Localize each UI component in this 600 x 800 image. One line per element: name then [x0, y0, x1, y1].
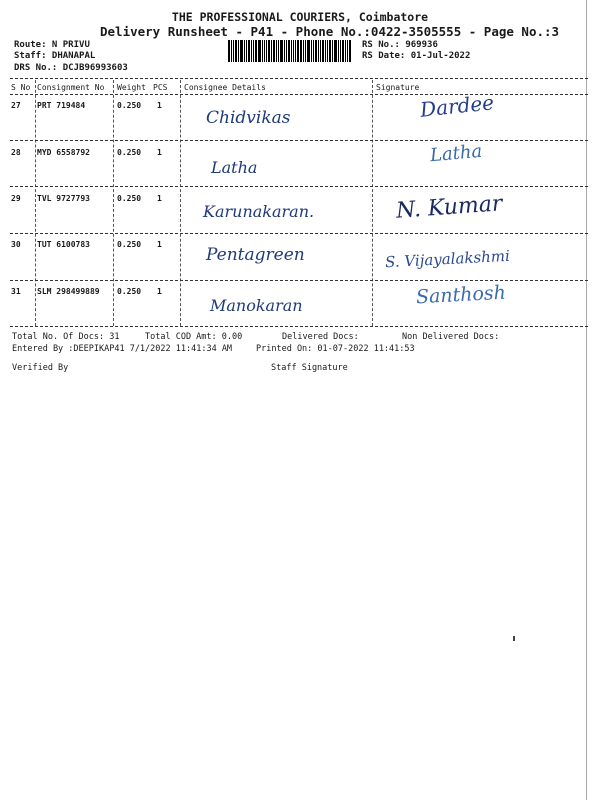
- staff-signature: Staff Signature: [271, 363, 348, 373]
- barcode-bar: [291, 40, 292, 62]
- barcode-bar: [311, 40, 312, 62]
- row-signature: S. Vijayalakshmi: [384, 246, 511, 272]
- barcode-bar: [278, 40, 279, 62]
- row-weight: 0.250: [117, 240, 142, 249]
- row-consignment: TUT 6100783: [37, 240, 90, 249]
- table-header-rule: [10, 94, 588, 95]
- row-consignment: TVL 9727793: [37, 194, 90, 203]
- barcode-bar: [258, 40, 261, 62]
- row-weight: 0.250: [117, 194, 142, 203]
- entered-by: Entered By :DEEPIKAP41 7/1/2022 11:41:34 AM: [12, 344, 233, 354]
- row-consignment: PRT 719484: [37, 101, 86, 110]
- col-divider: [113, 80, 114, 326]
- col-divider: [180, 80, 181, 326]
- row-consignee-handwritten: Manokaran: [210, 296, 303, 315]
- barcode-bar: [276, 40, 277, 62]
- row-weight: 0.250: [117, 287, 142, 296]
- barcode-bar: [264, 40, 265, 62]
- row-sno: 27: [11, 101, 21, 110]
- row-pcs: 1: [157, 101, 162, 110]
- col-header-consignment: Consignment No: [37, 83, 105, 92]
- row-signature: Dardee: [418, 90, 496, 122]
- barcode-bar: [313, 40, 314, 62]
- runsheet-subtitle: Delivery Runsheet - P41 - Phone No.:0422-3505555 - Page No.:3: [100, 24, 560, 39]
- barcode-bar: [347, 40, 348, 62]
- barcode-bar: [349, 40, 351, 62]
- row-divider: [10, 186, 588, 187]
- row-pcs: 1: [157, 194, 162, 203]
- barcode-bar: [293, 40, 294, 62]
- row-signature: Santhosh: [415, 281, 507, 309]
- delivered-docs: Delivered Docs:: [282, 332, 359, 342]
- row-sno: 28: [11, 148, 21, 157]
- barcode-bar: [251, 40, 252, 62]
- col-header-consignee: Consignee Details: [184, 83, 266, 92]
- row-weight: 0.250: [117, 148, 142, 157]
- verified-by: Verified By: [12, 363, 69, 373]
- barcode-bar: [244, 40, 245, 62]
- barcode-bar: [255, 40, 257, 62]
- barcode-bar: [342, 40, 344, 62]
- row-consignee-handwritten: Latha: [211, 158, 258, 177]
- barcode-bar: [253, 40, 254, 62]
- barcode: [228, 40, 353, 62]
- barcode-bar: [338, 40, 339, 62]
- company-title: THE PROFESSIONAL COURIERS, Coimbatore: [171, 10, 429, 24]
- barcode-bar: [332, 40, 333, 62]
- scan-speck: [513, 636, 515, 641]
- total-docs: Total No. Of Docs: 31: [12, 332, 120, 342]
- barcode-bar: [235, 40, 237, 62]
- row-sno: 30: [11, 240, 21, 249]
- barcode-bar: [238, 40, 239, 62]
- row-divider: [10, 140, 588, 141]
- barcode-bar: [228, 40, 230, 62]
- barcode-bar: [280, 40, 283, 62]
- row-consignee-handwritten: Karunakaran.: [203, 202, 315, 221]
- rs-date: RS Date: 01-Jul-2022: [362, 51, 471, 61]
- barcode-bar: [307, 40, 310, 62]
- row-consignment: SLM 298499889: [37, 287, 100, 296]
- barcode-bar: [329, 40, 331, 62]
- row-weight: 0.250: [117, 101, 142, 110]
- drs-number: DRS No.: DCJB96993603: [14, 63, 128, 73]
- staff-label: Staff: DHANAPAL: [14, 51, 96, 61]
- row-pcs: 1: [157, 240, 162, 249]
- barcode-bar: [334, 40, 337, 62]
- row-pcs: 1: [157, 148, 162, 157]
- barcode-bar: [288, 40, 290, 62]
- barcode-bar: [327, 40, 328, 62]
- barcode-bar: [286, 40, 287, 62]
- route-label: Route: N PRIVU: [14, 40, 90, 50]
- barcode-bar: [284, 40, 285, 62]
- barcode-bar: [303, 40, 304, 62]
- barcode-bar: [325, 40, 326, 62]
- barcode-bar: [345, 40, 346, 62]
- barcode-bar: [240, 40, 243, 62]
- row-pcs: 1: [157, 287, 162, 296]
- table-top-rule: [10, 78, 588, 79]
- rs-number: RS No.: 969936: [362, 40, 438, 50]
- barcode-bar: [297, 40, 299, 62]
- row-sno: 31: [11, 287, 21, 296]
- total-cod: Total COD Amt: 0.00: [145, 332, 243, 342]
- row-consignment: MYD 6558792: [37, 148, 90, 157]
- row-signature: Latha: [429, 140, 484, 167]
- barcode-bar: [246, 40, 247, 62]
- barcode-bar: [273, 40, 275, 62]
- row-sno: 29: [11, 194, 21, 203]
- row-consignee-handwritten: Pentagreen: [206, 245, 305, 265]
- row-signature: N. Kumar: [395, 191, 504, 224]
- barcode-bar: [322, 40, 324, 62]
- row-consignee-handwritten: Chidvikas: [206, 108, 291, 128]
- col-divider: [35, 80, 36, 326]
- barcode-bar: [340, 40, 341, 62]
- barcode-bar: [320, 40, 321, 62]
- barcode-bar: [305, 40, 306, 62]
- printed-on: Printed On: 01-07-2022 11:41:53: [256, 344, 415, 354]
- barcode-bar: [268, 40, 270, 62]
- col-header-sno: S No: [11, 83, 31, 92]
- barcode-bar: [231, 40, 232, 62]
- col-header-signature: Signature: [376, 83, 420, 92]
- col-header-pcs: PCS: [153, 83, 168, 92]
- col-header-weight: Weight: [117, 83, 146, 92]
- page-edge-line: [586, 0, 587, 800]
- table-bottom-rule: [10, 326, 588, 327]
- barcode-bar: [271, 40, 272, 62]
- non-delivered-docs: Non Delivered Docs:: [402, 332, 500, 342]
- barcode-bar: [315, 40, 317, 62]
- row-divider: [10, 233, 588, 234]
- barcode-bar: [300, 40, 302, 62]
- barcode-bar: [266, 40, 267, 62]
- barcode-bar: [233, 40, 234, 62]
- barcode-bar: [318, 40, 319, 62]
- barcode-bar: [248, 40, 250, 62]
- barcode-bar: [262, 40, 263, 62]
- col-divider: [372, 80, 373, 326]
- barcode-bar: [295, 40, 296, 62]
